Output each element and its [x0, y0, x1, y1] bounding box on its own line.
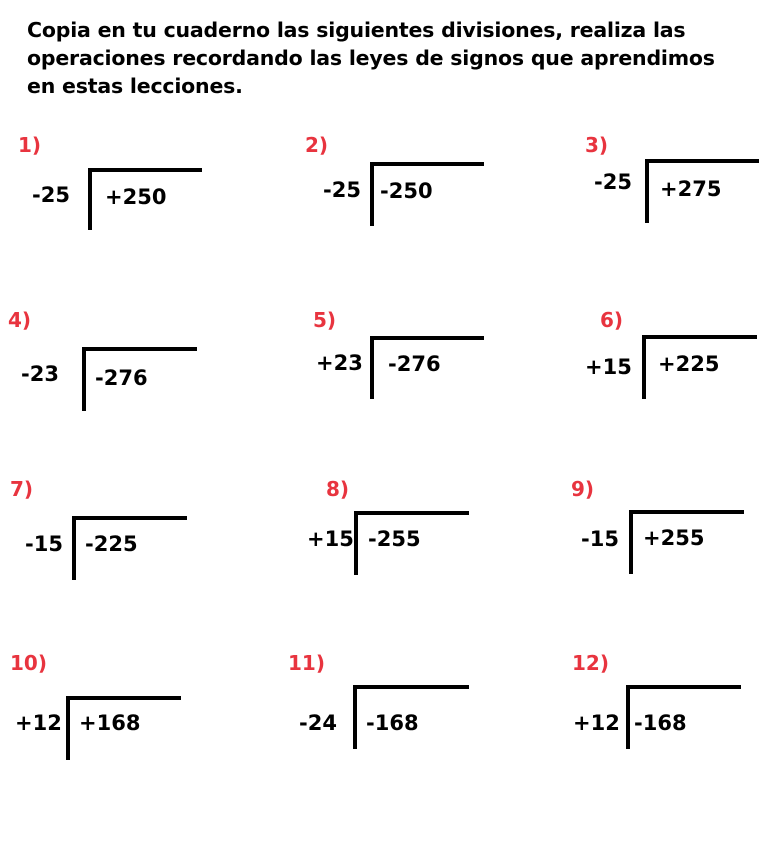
dividend: -250: [380, 179, 433, 203]
dividend: -255: [368, 527, 421, 551]
dividend: +275: [660, 177, 722, 201]
dividend: -276: [95, 366, 148, 390]
problem-number: 1): [18, 133, 42, 157]
divisor: -25: [323, 178, 361, 202]
problem-number: 8): [326, 477, 350, 501]
problem-number: 6): [600, 308, 624, 332]
dividend: +168: [79, 711, 141, 735]
dividend: -168: [366, 711, 419, 735]
divisor: +23: [316, 351, 363, 375]
divisor: -15: [581, 527, 619, 551]
dividend: -276: [388, 352, 441, 376]
divisor: -24: [299, 711, 337, 735]
problem-number: 2): [305, 133, 329, 157]
problem-number: 4): [8, 308, 32, 332]
dividend: +255: [643, 526, 705, 550]
problem-number: 3): [585, 133, 609, 157]
problem-number: 10): [10, 651, 47, 675]
problem-number: 9): [571, 477, 595, 501]
divisor: +15: [585, 355, 632, 379]
dividend: -225: [85, 532, 138, 556]
dividend: +225: [658, 352, 720, 376]
dividend: +250: [105, 185, 167, 209]
problem-number: 12): [572, 651, 609, 675]
divisor: +15: [307, 527, 354, 551]
problem-number: 5): [313, 308, 337, 332]
divisor: -15: [25, 532, 63, 556]
divisor: -23: [21, 362, 59, 386]
divisor: -25: [594, 170, 632, 194]
divisor: +12: [15, 711, 62, 735]
problem-number: 11): [288, 651, 325, 675]
divisor: -25: [32, 183, 70, 207]
dividend: -168: [634, 711, 687, 735]
divisor: +12: [573, 711, 620, 735]
instructions-text: Copia en tu cuaderno las siguientes divisiones, realiza las operaciones recordando las leyes de signos que aprendimos en estas lecciones.: [27, 18, 715, 98]
problem-number: 7): [10, 477, 34, 501]
